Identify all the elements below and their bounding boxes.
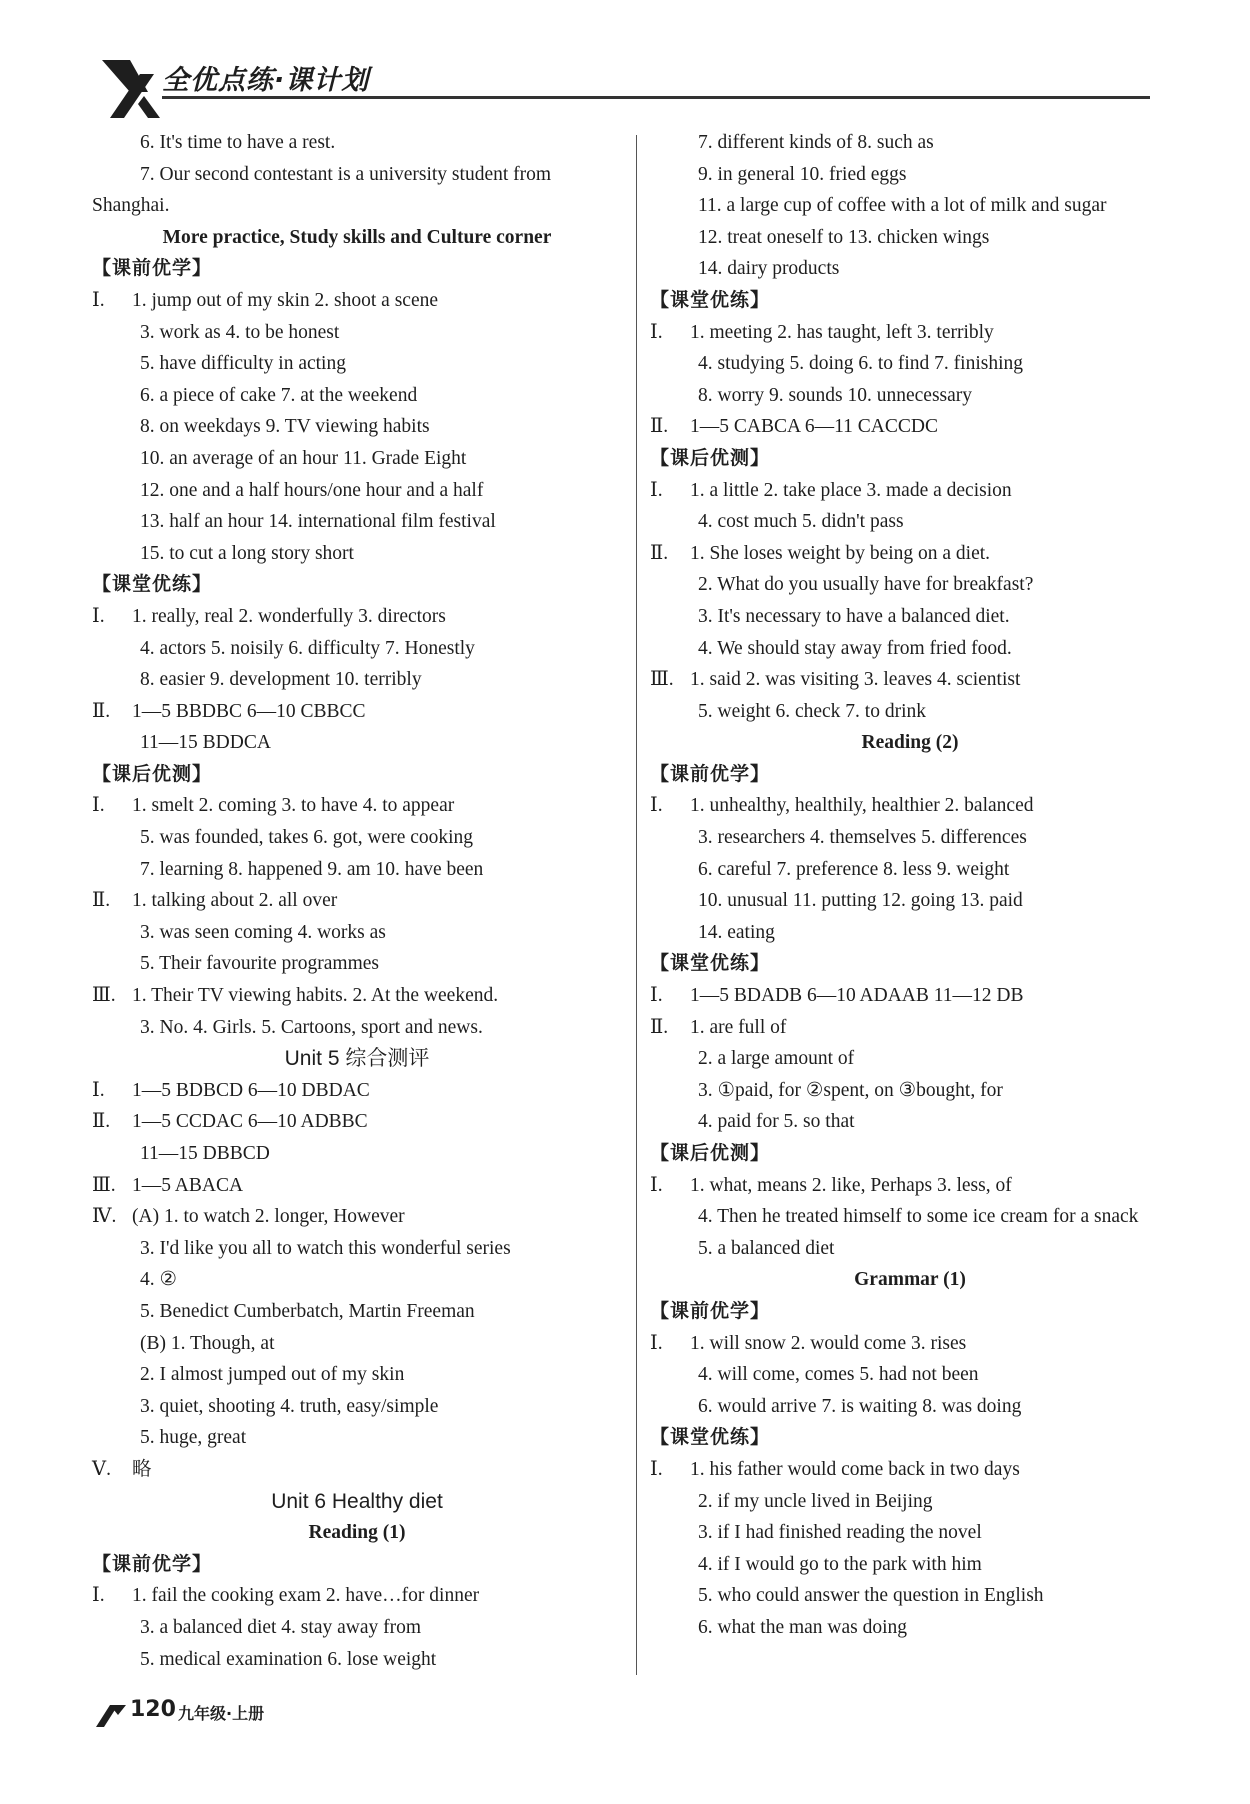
line-text: 1. will snow 2. would come 3. rises bbox=[690, 1332, 967, 1354]
line-text: Grammar (1) bbox=[854, 1269, 966, 1291]
lesson-heading bbox=[92, 1517, 622, 1549]
answer-line bbox=[92, 285, 622, 317]
answer-line bbox=[92, 1075, 622, 1107]
answer-line bbox=[92, 411, 622, 443]
answer-line bbox=[92, 948, 622, 980]
section-heading bbox=[92, 759, 622, 791]
line-text: 10. an average of an hour 11. Grade Eight bbox=[140, 447, 467, 469]
answer-line bbox=[92, 1359, 622, 1391]
answer-line bbox=[92, 1644, 622, 1676]
line-text: 5. weight 6. check 7. to drink bbox=[698, 700, 926, 722]
line-text: 4. Then he treated himself to some ice cream for a snack bbox=[698, 1206, 1139, 1228]
line-text: 8. easier 9. development 10. terribly bbox=[140, 669, 422, 691]
answer-line bbox=[92, 1454, 622, 1486]
section-heading bbox=[92, 569, 622, 601]
answer-line bbox=[92, 1106, 622, 1138]
line-text: 3. was seen coming 4. works as bbox=[140, 921, 386, 943]
roman-numeral: Ⅰ. bbox=[92, 1079, 105, 1101]
right-column bbox=[650, 127, 1170, 1644]
roman-numeral: Ⅴ. bbox=[92, 1458, 111, 1480]
header-rule bbox=[162, 96, 1150, 99]
line-text: 4. will come, comes 5. had not been bbox=[698, 1364, 979, 1386]
answer-line bbox=[650, 1580, 1170, 1612]
line-text: 3. I'd like you all to watch this wonderful series bbox=[140, 1237, 511, 1259]
line-text: 4. paid for 5. so that bbox=[698, 1111, 855, 1133]
answer-line bbox=[650, 506, 1170, 538]
line-text: 1—5 CCDAC 6—10 ADBBC bbox=[132, 1111, 368, 1133]
answer-line bbox=[650, 380, 1170, 412]
line-text: 7. learning 8. happened 9. am 10. have been bbox=[140, 858, 484, 880]
section-heading bbox=[92, 253, 622, 285]
line-text: 5. who could answer the question in English bbox=[698, 1585, 1044, 1607]
section-heading bbox=[650, 759, 1170, 791]
line-text: 1. talking about 2. all over bbox=[132, 890, 338, 912]
answer-line bbox=[92, 1391, 622, 1423]
answer-line bbox=[92, 854, 622, 886]
roman-numeral: Ⅲ. bbox=[92, 985, 116, 1007]
line-text: 6. what the man was doing bbox=[698, 1616, 908, 1638]
answer-line bbox=[92, 1264, 622, 1296]
answer-line bbox=[92, 380, 622, 412]
answer-line bbox=[92, 538, 622, 570]
answer-line bbox=[650, 1075, 1170, 1107]
answer-line bbox=[650, 348, 1170, 380]
lesson-heading bbox=[650, 1264, 1170, 1296]
line-text: 【课前优学】 bbox=[650, 762, 771, 785]
answer-line bbox=[92, 980, 622, 1012]
line-text: Unit 6 Healthy diet bbox=[271, 1489, 443, 1513]
answer-line bbox=[92, 790, 622, 822]
roman-numeral: Ⅱ. bbox=[650, 542, 669, 564]
answer-line bbox=[92, 601, 622, 633]
line-text: 2. I almost jumped out of my skin bbox=[140, 1364, 405, 1386]
line-text: 【课堂优练】 bbox=[650, 288, 771, 311]
line-text: 12. treat oneself to 13. chicken wings bbox=[698, 226, 990, 248]
answer-line bbox=[650, 1170, 1170, 1202]
line-text: 4. studying 5. doing 6. to find 7. finishing bbox=[698, 353, 1024, 375]
answer-line bbox=[650, 253, 1170, 285]
line-text: 5. huge, great bbox=[140, 1427, 247, 1449]
answer-line bbox=[650, 1486, 1170, 1518]
roman-numeral: Ⅰ. bbox=[650, 985, 663, 1007]
line-text: 3. quiet, shooting 4. truth, easy/simple bbox=[140, 1395, 439, 1417]
line-text: 2. if my uncle lived in Beijing bbox=[698, 1490, 933, 1512]
answer-line bbox=[650, 569, 1170, 601]
answer-line bbox=[650, 1517, 1170, 1549]
line-text: 8. on weekdays 9. TV viewing habits bbox=[140, 416, 430, 438]
answer-line bbox=[92, 1201, 622, 1233]
line-text: 1. smelt 2. coming 3. to have 4. to appear bbox=[132, 795, 455, 817]
answer-line bbox=[92, 822, 622, 854]
line-text: 【课后优测】 bbox=[650, 1142, 771, 1164]
line-text: 12. one and a half hours/one hour and a half bbox=[140, 479, 484, 501]
answer-line bbox=[650, 1549, 1170, 1581]
answer-line bbox=[92, 917, 622, 949]
line-text: 5. medical examination 6. lose weight bbox=[140, 1648, 437, 1670]
line-text: 3. work as 4. to be honest bbox=[140, 321, 340, 343]
answer-line bbox=[650, 222, 1170, 254]
answer-line bbox=[650, 917, 1170, 949]
line-text: (B) 1. Though, at bbox=[140, 1332, 275, 1354]
answer-line bbox=[650, 696, 1170, 728]
line-text: 6. a piece of cake 7. at the weekend bbox=[140, 384, 418, 406]
line-text: 15. to cut a long story short bbox=[140, 542, 354, 564]
answer-line bbox=[650, 1359, 1170, 1391]
line-text: 5. have difficulty in acting bbox=[140, 353, 346, 375]
lesson-heading bbox=[92, 1043, 622, 1075]
lesson-heading bbox=[92, 222, 622, 254]
answer-line bbox=[650, 1612, 1170, 1644]
answer-line bbox=[92, 190, 622, 222]
answer-line bbox=[92, 1170, 622, 1202]
roman-numeral: Ⅰ. bbox=[650, 479, 663, 501]
line-text: 11. a large cup of coffee with a lot of milk and sugar bbox=[698, 195, 1107, 217]
answer-line bbox=[650, 790, 1170, 822]
roman-numeral: Ⅰ. bbox=[92, 1585, 105, 1607]
line-text: 1. a little 2. take place 3. made a decision bbox=[690, 479, 1012, 501]
line-text: 1. jump out of my skin 2. shoot a scene bbox=[132, 289, 439, 311]
answer-line bbox=[92, 1296, 622, 1328]
column-divider bbox=[636, 135, 637, 1675]
line-text: 3. ①paid, for ②spent, on ③bought, for bbox=[698, 1079, 1003, 1101]
answer-line bbox=[92, 1422, 622, 1454]
answer-line bbox=[650, 1106, 1170, 1138]
answer-line bbox=[650, 317, 1170, 349]
answer-line bbox=[650, 1391, 1170, 1423]
line-text: 9. in general 10. fried eggs bbox=[698, 163, 907, 185]
roman-numeral: Ⅲ. bbox=[650, 669, 674, 691]
line-text: Reading (1) bbox=[308, 1522, 406, 1544]
brand-logo-icon bbox=[100, 52, 170, 122]
line-text: 【课堂优练】 bbox=[650, 1426, 771, 1449]
line-text: 6. careful 7. preference 8. less 9. weight bbox=[698, 858, 1010, 880]
answer-line bbox=[650, 885, 1170, 917]
line-text: 2. a large amount of bbox=[698, 1048, 855, 1070]
answer-line bbox=[92, 1580, 622, 1612]
answer-line bbox=[650, 664, 1170, 696]
roman-numeral: Ⅱ. bbox=[92, 1111, 111, 1133]
line-text: 7. Our second contestant is a university student from bbox=[140, 163, 552, 185]
line-text: 13. half an hour 14. international film festival bbox=[140, 511, 496, 533]
answer-line bbox=[650, 854, 1170, 886]
line-text: 4. cost much 5. didn't pass bbox=[698, 511, 904, 533]
answer-line bbox=[92, 506, 622, 538]
line-text: 略 bbox=[132, 1458, 152, 1480]
answer-line bbox=[650, 980, 1170, 1012]
answer-line bbox=[650, 601, 1170, 633]
line-text: 14. eating bbox=[698, 921, 775, 943]
roman-numeral: Ⅲ. bbox=[92, 1174, 116, 1196]
lesson-heading bbox=[92, 1486, 622, 1518]
line-text: 1. are full of bbox=[690, 1016, 787, 1038]
page-number: 120 bbox=[130, 1697, 176, 1722]
line-text: 1—5 ABACA bbox=[132, 1174, 244, 1196]
roman-numeral: Ⅰ. bbox=[650, 795, 663, 817]
line-text: 5. Their favourite programmes bbox=[140, 953, 379, 975]
footer-arrow-icon bbox=[96, 1701, 126, 1727]
line-text: Shanghai. bbox=[92, 195, 170, 217]
roman-numeral: Ⅱ. bbox=[92, 890, 111, 912]
roman-numeral: Ⅰ. bbox=[92, 289, 105, 311]
line-text: 1. what, means 2. like, Perhaps 3. less, of bbox=[690, 1174, 1012, 1196]
line-text: 【课前优学】 bbox=[650, 1299, 771, 1322]
section-heading bbox=[650, 443, 1170, 475]
answer-line bbox=[92, 664, 622, 696]
line-text: 11—15 DBBCD bbox=[140, 1143, 270, 1164]
line-text: 1—5 BDADB 6—10 ADAAB 11—12 DB bbox=[690, 985, 1024, 1007]
line-text: 1—5 CABCA 6—11 CACCDC bbox=[690, 416, 938, 438]
line-text: 2. What do you usually have for breakfast? bbox=[698, 574, 1034, 596]
answer-line bbox=[650, 1328, 1170, 1360]
answer-line bbox=[650, 159, 1170, 191]
answer-line bbox=[92, 1012, 622, 1044]
line-text: 14. dairy products bbox=[698, 258, 840, 280]
line-text: 3. if I had finished reading the novel bbox=[698, 1522, 982, 1544]
line-text: 11—15 BDDCA bbox=[140, 732, 271, 754]
answer-line bbox=[92, 475, 622, 507]
roman-numeral: Ⅰ. bbox=[650, 321, 663, 343]
roman-numeral: Ⅰ. bbox=[650, 1458, 663, 1480]
line-text: Unit 5 综合测评 bbox=[284, 1047, 430, 1071]
line-text: More practice, Study skills and Culture corner bbox=[162, 226, 552, 248]
page-header bbox=[100, 52, 1150, 132]
roman-numeral: Ⅰ. bbox=[650, 1332, 663, 1354]
line-text: 6. would arrive 7. is waiting 8. was doing bbox=[698, 1395, 1022, 1417]
line-text: 1—5 BBDBC 6—10 CBBCC bbox=[132, 700, 366, 722]
answer-line bbox=[92, 317, 622, 349]
answer-line bbox=[650, 190, 1170, 222]
line-text: 【课后优测】 bbox=[92, 762, 213, 785]
line-text: 1—5 BDBCD 6—10 DBDAC bbox=[132, 1079, 370, 1101]
roman-numeral: Ⅰ. bbox=[92, 605, 105, 627]
roman-numeral: Ⅰ. bbox=[650, 1174, 663, 1196]
answer-line bbox=[92, 1612, 622, 1644]
line-text: 1. his father would come back in two days bbox=[690, 1458, 1020, 1480]
line-text: 5. was founded, takes 6. got, were cooking bbox=[140, 827, 474, 849]
line-text: 1. meeting 2. has taught, left 3. terribly bbox=[690, 321, 994, 343]
section-heading bbox=[650, 1422, 1170, 1454]
answer-line bbox=[650, 1043, 1170, 1075]
line-text: 【课前优学】 bbox=[92, 257, 213, 280]
answer-line bbox=[650, 1201, 1170, 1233]
answer-line bbox=[650, 475, 1170, 507]
line-text: 4. actors 5. noisily 6. difficulty 7. Honestly bbox=[140, 637, 475, 659]
answer-line bbox=[92, 1328, 622, 1360]
answer-line bbox=[650, 1012, 1170, 1044]
line-text: 7. different kinds of 8. such as bbox=[698, 132, 934, 153]
line-text: 5. Benedict Cumberbatch, Martin Freeman bbox=[140, 1300, 475, 1322]
section-heading bbox=[92, 1549, 622, 1581]
roman-numeral: Ⅳ. bbox=[92, 1206, 117, 1228]
roman-numeral: Ⅱ. bbox=[650, 1016, 669, 1038]
line-text: 5. a balanced diet bbox=[698, 1237, 835, 1259]
grade-label: 九年级·上册 bbox=[178, 1704, 265, 1723]
roman-numeral: Ⅱ. bbox=[92, 700, 111, 722]
section-heading bbox=[650, 1296, 1170, 1328]
answer-line bbox=[650, 822, 1170, 854]
left-column bbox=[92, 127, 622, 1675]
line-text: 6. It's time to have a rest. bbox=[140, 132, 336, 153]
line-text: 1. said 2. was visiting 3. leaves 4. scientist bbox=[690, 669, 1021, 691]
section-heading bbox=[650, 285, 1170, 317]
line-text: 3. It's necessary to have a balanced diet. bbox=[698, 605, 1010, 627]
roman-numeral: Ⅰ. bbox=[92, 795, 105, 817]
line-text: 4. ② bbox=[140, 1269, 177, 1291]
answer-line bbox=[92, 127, 622, 159]
line-text: 4. We should stay away from fried food. bbox=[698, 637, 1012, 659]
answer-line bbox=[650, 127, 1170, 159]
line-text: 3. a balanced diet 4. stay away from bbox=[140, 1616, 422, 1638]
line-text: 1. fail the cooking exam 2. have…for dinner bbox=[132, 1585, 480, 1607]
answer-line bbox=[92, 885, 622, 917]
line-text: 3. researchers 4. themselves 5. differences bbox=[698, 827, 1027, 849]
answer-line bbox=[92, 1138, 622, 1170]
section-heading bbox=[650, 948, 1170, 980]
section-heading bbox=[650, 1138, 1170, 1170]
lesson-heading bbox=[650, 727, 1170, 759]
answer-line bbox=[92, 443, 622, 475]
answer-line bbox=[92, 1233, 622, 1265]
answer-line bbox=[650, 1454, 1170, 1486]
line-text: 10. unusual 11. putting 12. going 13. paid bbox=[698, 890, 1023, 912]
line-text: 【课堂优练】 bbox=[650, 952, 771, 975]
answer-line bbox=[650, 633, 1170, 665]
line-text: 【课后优测】 bbox=[650, 446, 771, 469]
line-text: 1. really, real 2. wonderfully 3. directors bbox=[132, 605, 446, 627]
header-title: 全优点练·课计划 bbox=[162, 65, 370, 96]
line-text: 4. if I would go to the park with him bbox=[698, 1553, 982, 1575]
line-text: 【课前优学】 bbox=[92, 1552, 213, 1575]
line-text: 8. worry 9. sounds 10. unnecessary bbox=[698, 384, 973, 406]
line-text: 3. No. 4. Girls. 5. Cartoons, sport and news. bbox=[140, 1016, 483, 1038]
roman-numeral: Ⅱ. bbox=[650, 416, 669, 438]
answer-line bbox=[650, 411, 1170, 443]
answer-line bbox=[650, 538, 1170, 570]
answer-line bbox=[92, 348, 622, 380]
line-text: 1. Their TV viewing habits. 2. At the weekend. bbox=[132, 985, 499, 1007]
answer-line bbox=[92, 633, 622, 665]
line-text: 【课堂优练】 bbox=[92, 573, 213, 596]
answer-line bbox=[92, 159, 622, 191]
line-text: Reading (2) bbox=[861, 732, 959, 754]
line-text: (A) 1. to watch 2. longer, However bbox=[132, 1206, 405, 1228]
line-text: 1. She loses weight by being on a diet. bbox=[690, 542, 991, 564]
answer-line bbox=[92, 727, 622, 759]
answer-line bbox=[650, 1233, 1170, 1265]
answer-line bbox=[92, 696, 622, 728]
line-text: 1. unhealthy, healthily, healthier 2. balanced bbox=[690, 795, 1034, 817]
